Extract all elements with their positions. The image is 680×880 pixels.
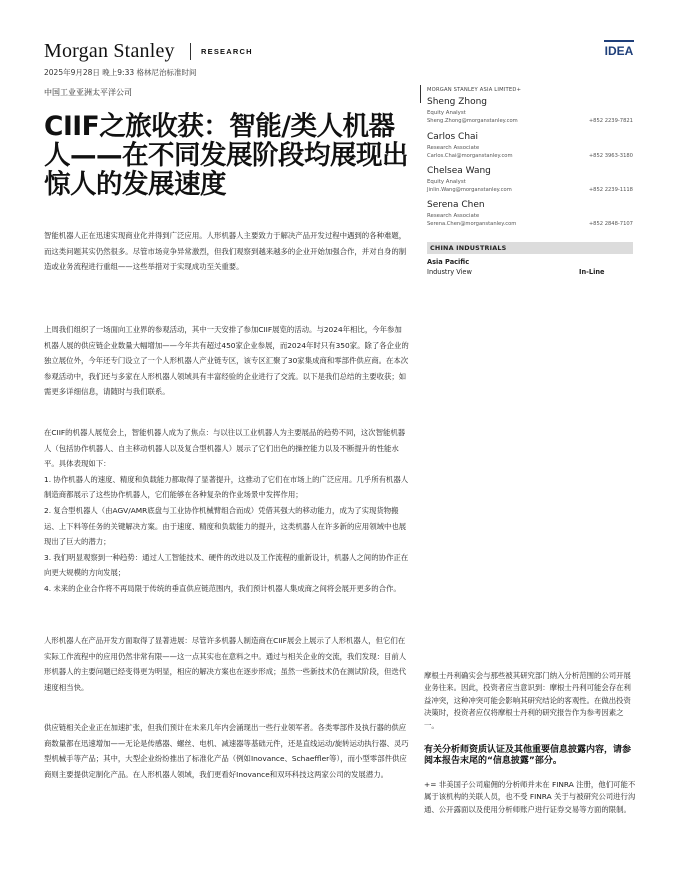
morgan-stanley-logo: Morgan Stanley <box>44 40 175 62</box>
analyst-email[interactable]: Serena.Chen@morganstanley.com <box>427 221 517 227</box>
industry-view-value: In-Line <box>579 268 605 276</box>
research-label: RESEARCH <box>201 47 253 56</box>
analyst-phone: +852 2848-7107 <box>588 221 633 227</box>
industry-view-label: Industry View <box>427 268 472 276</box>
industry-view-box <box>427 242 633 278</box>
analyst-role: Equity Analyst <box>427 110 466 116</box>
paragraph-summary: 智能机器人正在迅速实现商业化并得到广泛应用。人形机器人主要致力于解决产品开发过程中遇到的各种难题，而这类问题其实仍然很多。尽管市场竞争异常激烈，但我们观察到越来越多的企业开始加强合作，并对自身的制造或业务流程进行重组——这些举措对于实现成功至关重要。 <box>44 231 407 272</box>
analyst-phone: +852 3963-3180 <box>588 153 633 159</box>
paragraph-smart-robots: 在CIIF的机器人展览会上，智能机器人成为了焦点：与以往以工业机器人为主要展品的趋势不同，这次智能机器人（包括协作机器人、自主移动机器人以及复合型机器人）展示了它们出色的操控能力以及不断提升的性能水平。具体表现如下： 1. 协作机器人的速度、精度和负载能力都取得了显著提升，这推动了它们在市场上的广泛应用。几乎所有机器人制造商都展示了这些协作机器人，它们能够在各种复杂的作业场景中发挥作用； 2. 复合型机器人（由AGV/AMR底盘与工业协作机械臂组合而成）凭借其强大的移动能力，成为了实现货物搬运、上下料等任务的关键解决方案。由于速度、精度和负载能力的提升，这类机器人在许多新的应用领域中也展现出了巨大的潜力； 3. 我们明显观察到一种趋势：通过人工智能技术、硬件的改进以及工作流程的重新设计，机器人之间的协作正在向更大规模的方向发展； 4. 未来的企业合作将不再局限于传统的垂直供应链范围内，我们预计机器人集成商之间将会展开更多的合作。 <box>44 428 409 593</box>
report-title: CIIF之旅收获：智能/类人机器人——在不同发展阶段均展现出惊人的发展速度 <box>44 111 408 200</box>
idea-badge: IDEA <box>604 40 634 56</box>
conflict-disclaimer: 摩根士丹利确实会与那些被其研究部门纳入分析范围的公司开展业务往来。因此，投资者应当意识到：摩根士丹利可能会存在利益冲突，这种冲突可能会影响其研究结论的客观性。在做出投资决策时，投资者应仅将摩根士丹利的研究报告作为参考因素之一。 <box>424 671 631 730</box>
analyst-role: Research Associate <box>427 213 480 219</box>
paragraph-visit: 上周我们组织了一场面向工业界的参观活动，其中一天安排了参加CIIF展览的活动。与2024年相比，今年参加机器人展的供应链企业数量大幅增加——今年共有超过450家企业参展，而2024年时只有350家。除了各企业的独立展位外，今年还专门设立了一个人形机器人产业链专区，该专区汇聚了30家集成商和零部件供应商。在本次参观活动中，我们还与多家在人形机器人领域具有丰富经验的企业进行了交流。以下是我们总结的主要收获；如需更多详细信息，请随时与我们联系。 <box>44 325 409 397</box>
analyst-email[interactable]: Jinlin.Wang@morganstanley.com <box>427 187 512 193</box>
sidebar-rule <box>420 85 421 103</box>
paragraph-humanoid: 人形机器人在产品开发方面取得了显著进展：尽管许多机器人制造商在CIIF展会上展示了人形机器人，但它们在实际工作流程中的应用仍然非常有限——这一点其实也在意料之中。通过与相关企业的交流，我们发现：目前人形机器人的主要问题已经变得更为明显，相应的解决方案也在逐步形成；虽然一些新技术仍在测试阶段，但迭代速度相当快。 <box>44 636 407 692</box>
analyst-card <box>427 132 633 161</box>
company-line: 中国工业亚洲太平洋公司 <box>44 88 132 97</box>
analyst-phone: +852 2239-7821 <box>588 118 633 124</box>
analyst-role: Research Associate <box>427 145 480 151</box>
analyst-email[interactable]: Carlos.Chai@morganstanley.com <box>427 153 513 159</box>
industry-region: Asia Pacific <box>427 258 470 266</box>
analyst-phone: +852 2239-1118 <box>588 187 633 193</box>
analyst-card <box>427 97 633 126</box>
analysts-entity: MORGAN STANLEY ASIA LIMITED+ <box>427 87 522 93</box>
analyst-card <box>427 200 633 229</box>
analyst-name: Serena Chen <box>427 200 485 210</box>
analyst-name: Chelsea Wang <box>427 166 491 176</box>
report-datetime: 2025年9月28日 晚上9:33 格林尼治标准时间 <box>44 68 197 77</box>
industry-header: CHINA INDUSTRIALS <box>427 242 633 254</box>
analyst-name: Carlos Chai <box>427 132 479 142</box>
analyst-certification-title: 有关分析师资质认证及其他重要信息披露内容，请参阅本报告末尾的“信息披露”部分。 <box>424 745 632 766</box>
analyst-card <box>427 166 633 195</box>
logo-divider <box>190 43 191 60</box>
analyst-email[interactable]: Sheng.Zhong@morganstanley.com <box>427 118 518 124</box>
finra-disclaimer: += 非美国子公司雇佣的分析师并未在 FINRA 注册，他们可能不属于该机构的关联人员，也不受 FINRA 关于与被研究公司进行沟通、公开露面以及使用分析师账户进行证券交易等方面的限制。 <box>424 780 636 814</box>
analyst-name: Sheng Zhong <box>427 97 488 107</box>
analyst-role: Equity Analyst <box>427 179 466 185</box>
paragraph-supply-chain: 供应链相关企业正在加速扩张，但我们预计在未来几年内会涌现出一些行业领军者。各类零部件及执行器的供应商数量都在迅速增加——无论是传感器、螺丝、电机、减速器等基础元件，还是直线运动/旋转运动执行器、灵巧型机械手等产品；其中，大型企业纷纷推出了标准化产品（例如Inovance、Schaeffler等），而小型零部件供应商则主要提供定制化产品。在人形机器人领域，我们更看好Inovance和双环科技这两家公司的发展潜力。 <box>44 723 409 779</box>
